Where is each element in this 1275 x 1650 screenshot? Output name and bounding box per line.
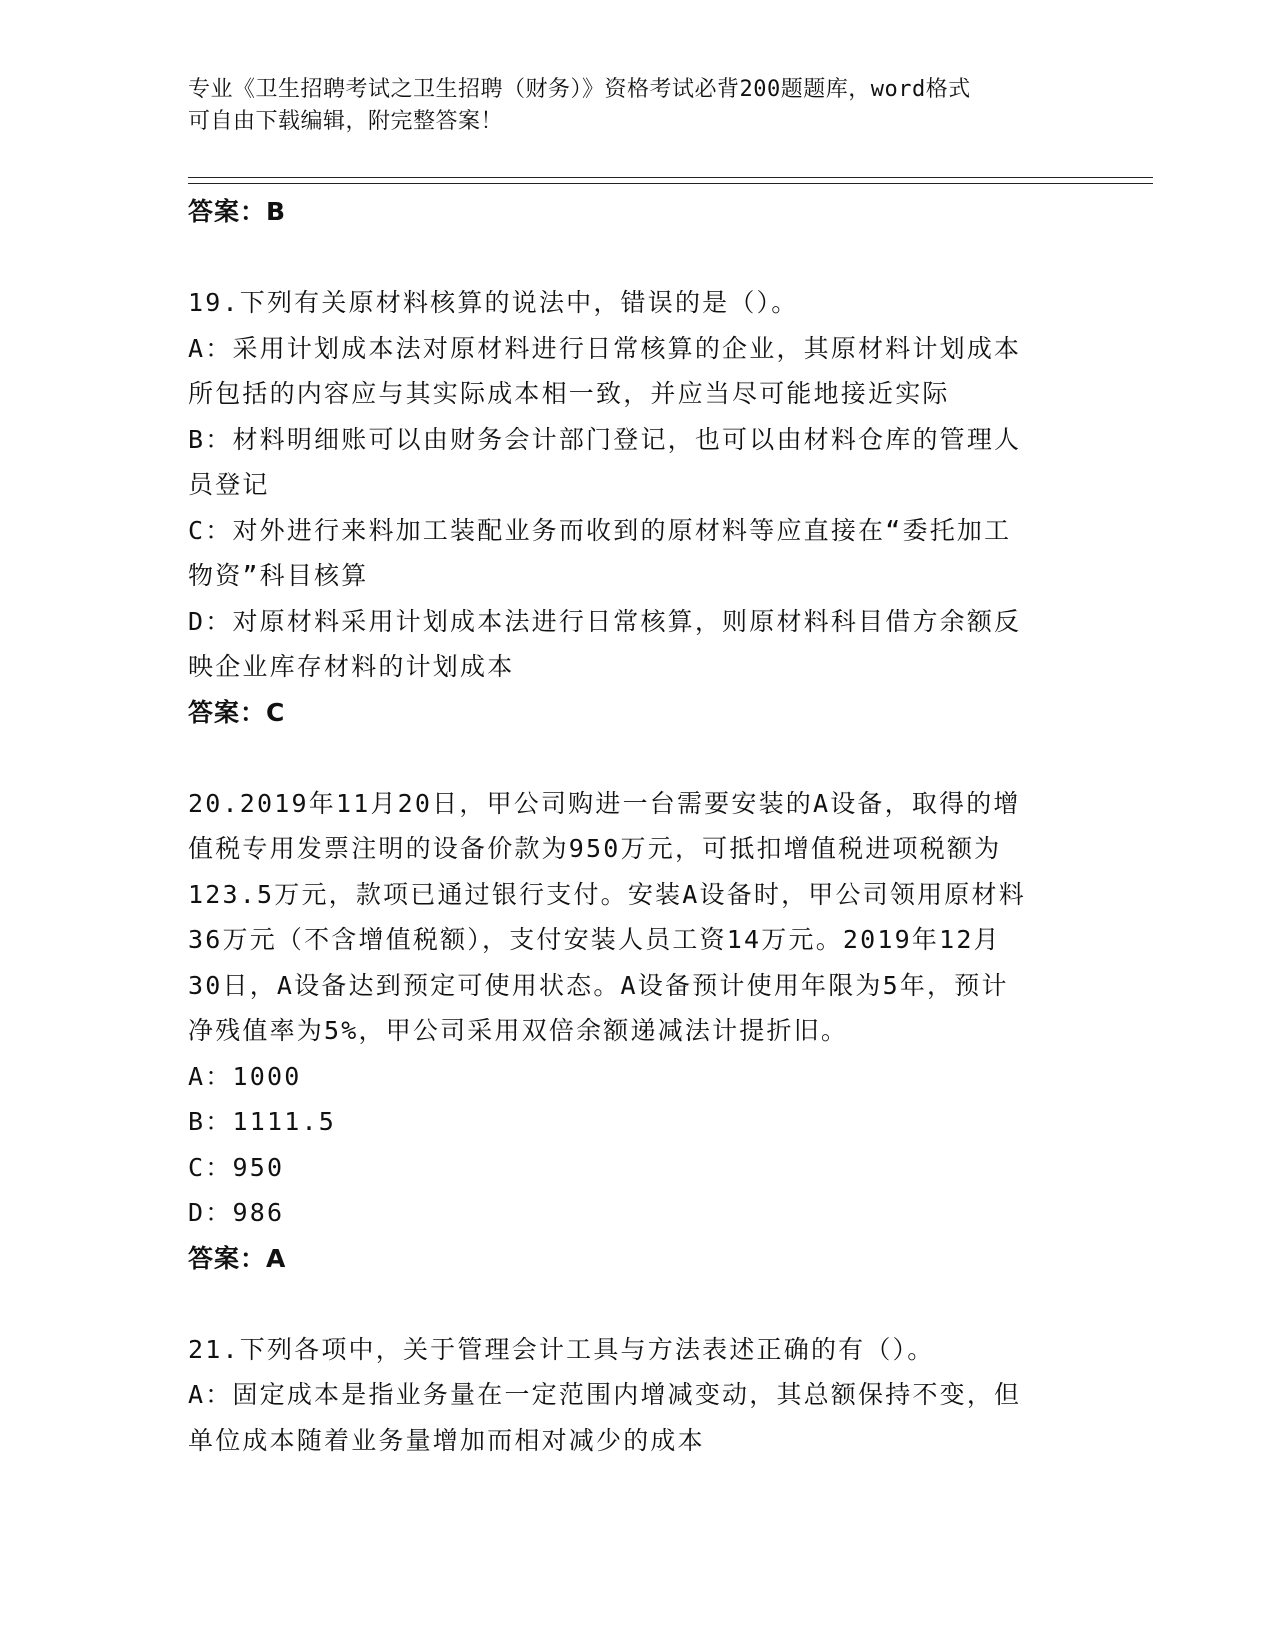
spacer: [188, 235, 1088, 281]
option-b-continued: 员登记: [188, 470, 270, 499]
spacer: [188, 735, 1088, 781]
option-b: B：材料明细账可以由财务会计部门登记，也可以由材料仓库的管理人: [188, 424, 1022, 454]
option-a-continued: 单位成本随着业务量增加而相对减少的成本: [188, 1425, 705, 1455]
header-divider-top: [188, 177, 1153, 178]
question-stem-continued: 值税专用发票注明的设备价款为950万元，可抵扣增值税进项税额为: [188, 834, 1002, 863]
question-stem: 20.2019年11月20日，甲公司购进一台需要安装的A设备，取得的增: [188, 788, 1021, 818]
option-a: A：采用计划成本法对原材料进行日常核算的企业，其原材料计划成本: [188, 333, 1022, 363]
question-20: [188, 781, 1088, 1282]
option-d-continued: 映企业库存材料的计划成本: [188, 652, 515, 681]
question-stem: 21.下列各项中，关于管理会计工具与方法表述正确的有（）。: [188, 1334, 935, 1364]
answer: 答案：C: [188, 697, 286, 727]
option-c-continued: 物资”科目核算: [188, 561, 369, 590]
option-c: C：对外进行来料加工装配业务而收到的原材料等应直接在“委托加工: [188, 515, 1012, 545]
option-b: B：1111.5: [188, 1107, 336, 1136]
question-19: [188, 280, 1088, 735]
option-a: A：1000: [188, 1061, 302, 1091]
question-stem-continued: 123.5万元，款项已通过银行支付。安装A设备时，甲公司领用原材料: [188, 879, 1026, 909]
header-divider-bottom: [188, 183, 1153, 184]
option-d: D：对原材料采用计划成本法进行日常核算，则原材料科目借方余额反: [188, 606, 1022, 636]
document-body: [188, 189, 1088, 1463]
answer: 答案：A: [188, 1243, 287, 1273]
question-stem-continued: 30日，A设备达到预定可使用状态。A设备预计使用年限为5年，预计: [188, 970, 1009, 1000]
option-a-continued: 所包括的内容应与其实际成本相一致，并应当尽可能地接近实际: [188, 379, 950, 408]
question-stem-continued: 36万元（不含增值税额），支付安装人员工资14万元。2019年12月: [188, 925, 1001, 954]
previous-answer: 答案：B: [188, 197, 287, 226]
spacer: [188, 1281, 1088, 1327]
question-stem: 19.下列有关原材料核算的说法中，错误的是（）。: [188, 288, 799, 317]
option-a: A：固定成本是指业务量在一定范围内增减变动，其总额保持不变，但: [188, 1380, 1022, 1409]
option-d: D：986: [188, 1198, 285, 1227]
document-header: [188, 74, 1068, 138]
header-line-2: 可自由下载编辑，附完整答案！: [188, 109, 504, 134]
header-line-1: 专业《卫生招聘考试之卫生招聘（财务）》资格考试必背200题题库，word格式: [188, 77, 971, 102]
option-c: C：950: [188, 1152, 285, 1182]
question-21: [188, 1327, 1088, 1464]
question-stem-continued: 净残值率为5%，甲公司采用双倍余额递减法计提折旧。: [188, 1016, 849, 1045]
